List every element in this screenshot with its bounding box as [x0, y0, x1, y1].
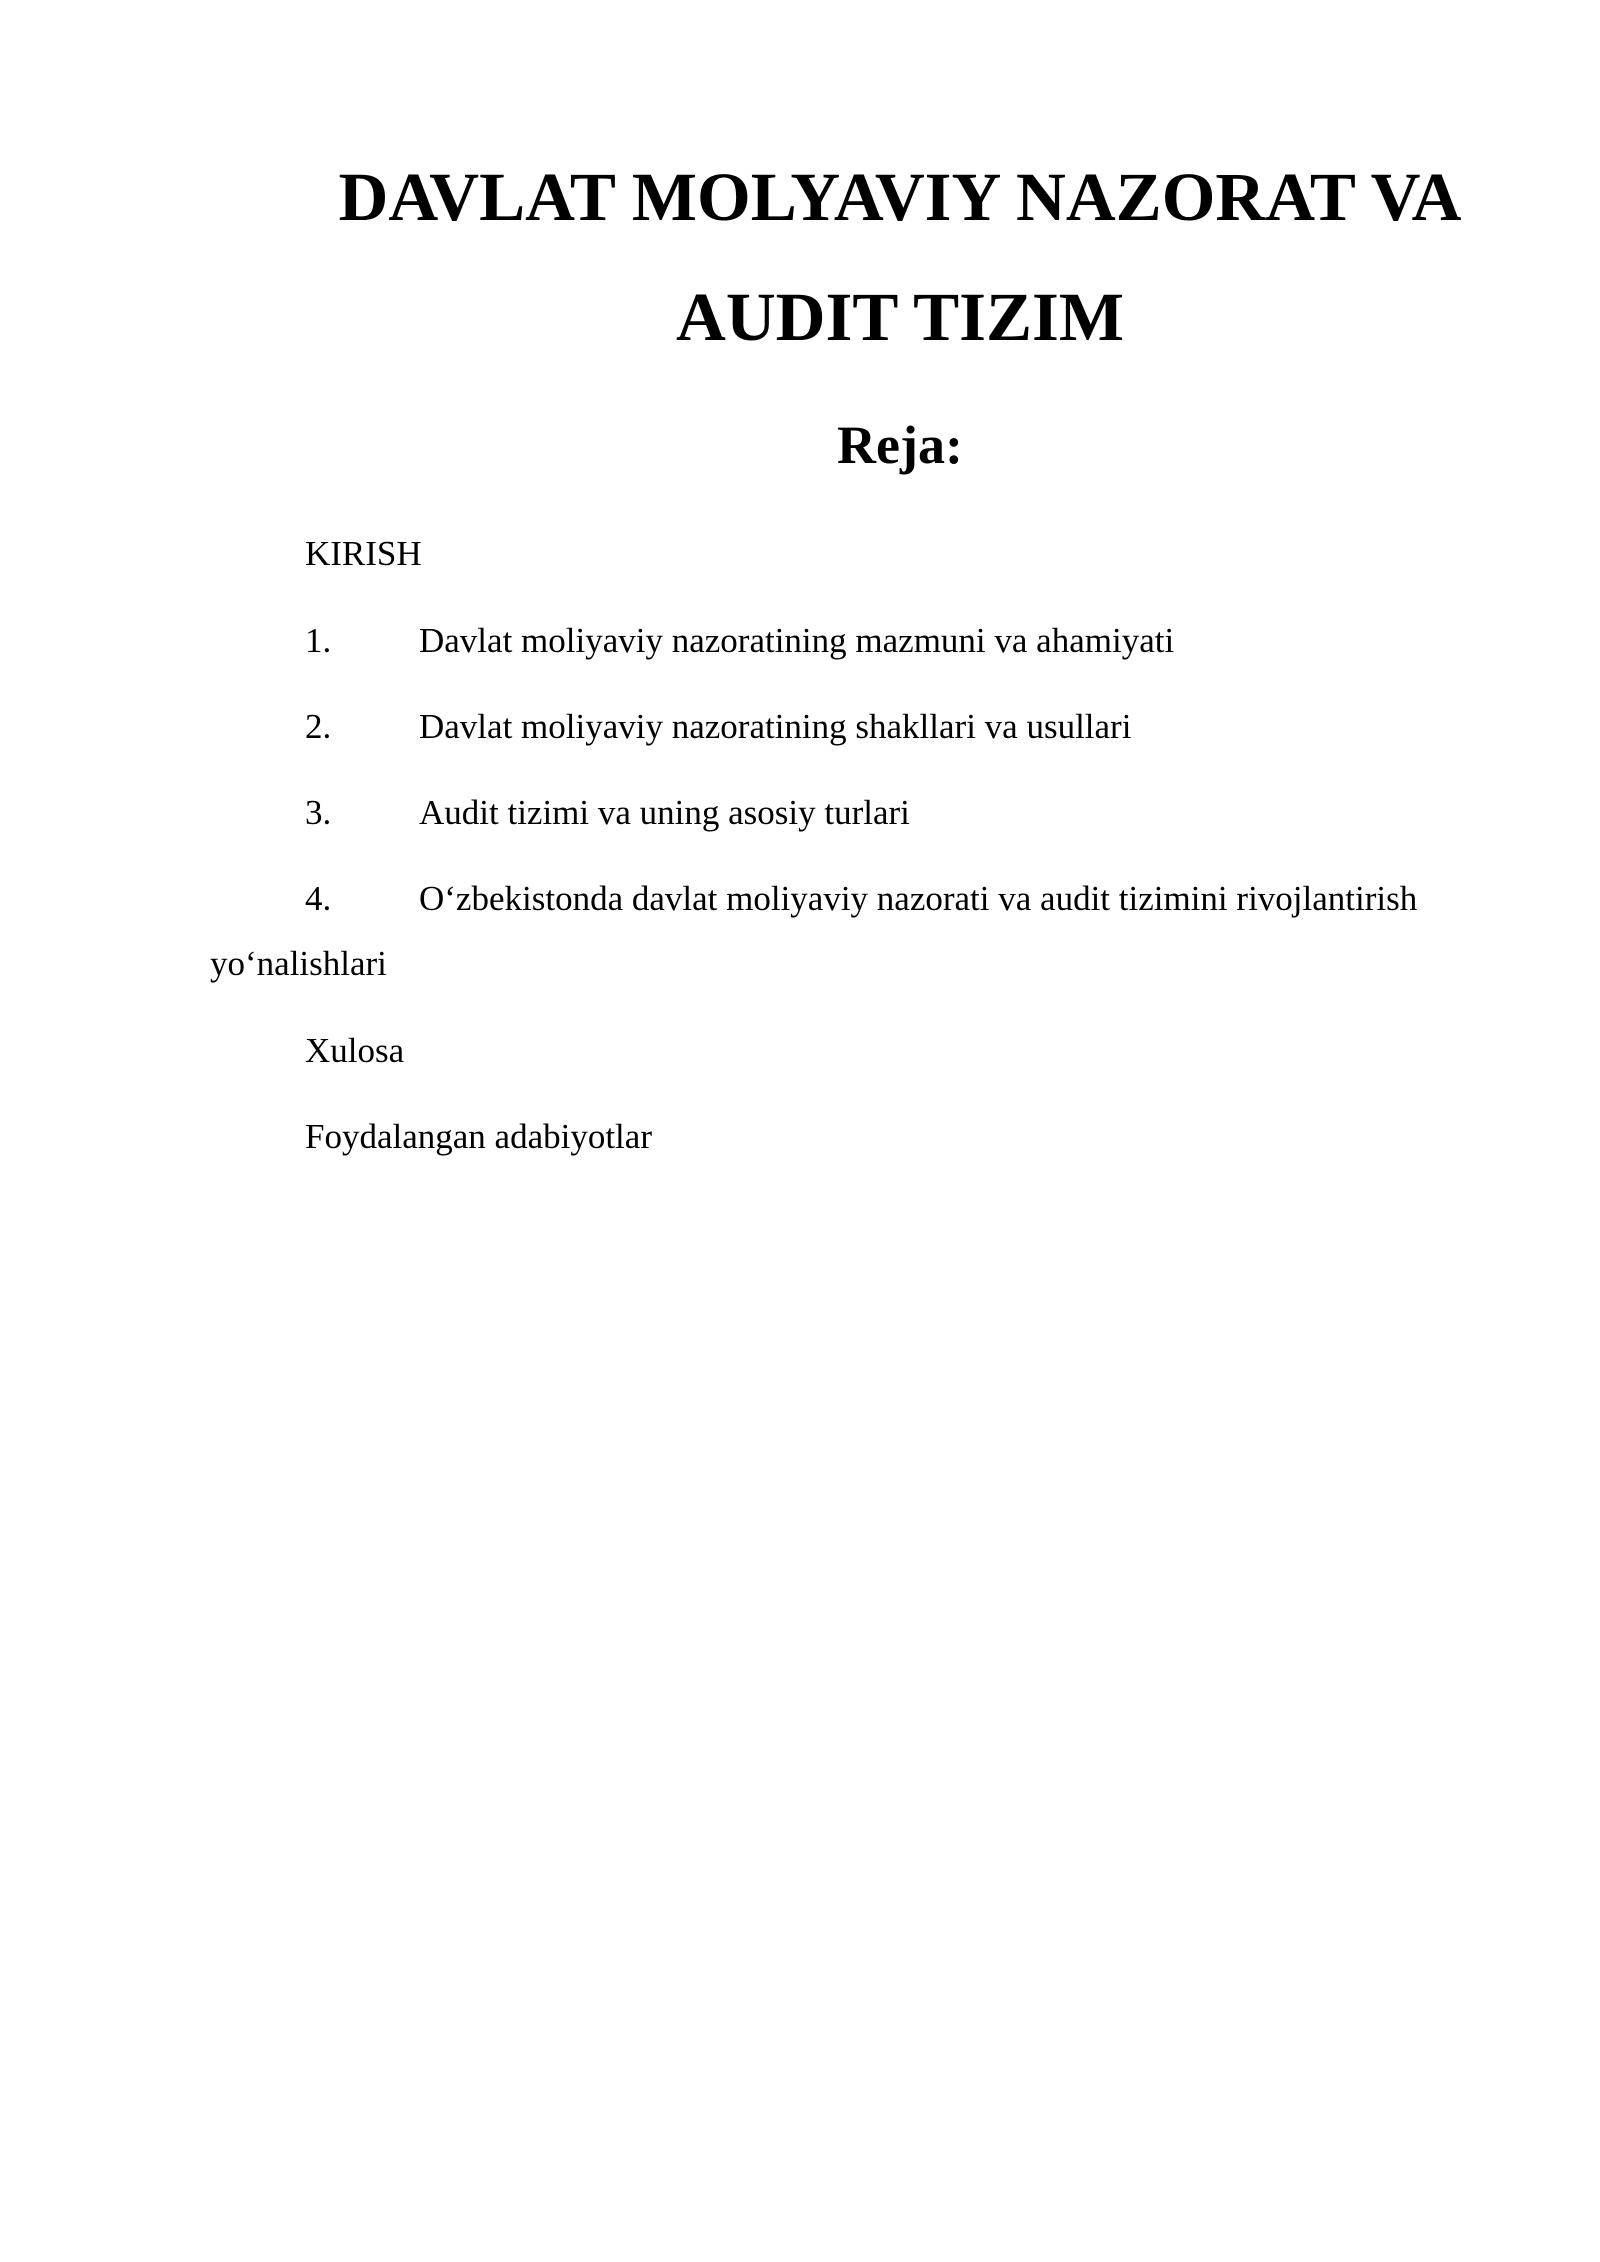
plan-item-text-4-continuation: yo‘nalishlari: [210, 944, 387, 983]
plan-item-text-3: Audit tizimi va uning asosiy turlari: [419, 793, 910, 832]
plan-references: Foydalangan adabiyotlar: [305, 1117, 652, 1156]
plan-item-text-4: O‘zbekistonda davlat moliyaviy nazorati va audit tizimini rivojlantirish: [419, 879, 1418, 918]
plan-item-number-4: 4.: [305, 879, 332, 918]
plan-item-number-1: 1.: [305, 621, 332, 660]
plan-intro: KIRISH: [305, 534, 422, 573]
plan-heading: Reja:: [837, 415, 963, 475]
document-title-line-2: AUDIT TIZIM: [676, 279, 1124, 355]
plan-item-text-1: Davlat moliyaviy nazoratining mazmuni va ahamiyati: [419, 621, 1175, 660]
plan-item-number-3: 3.: [305, 793, 332, 832]
document-title-line-1: DAVLAT MOLYAVIY NAZORAT VA: [338, 159, 1462, 235]
plan-conclusion: Xulosa: [305, 1031, 405, 1070]
plan-item-text-2: Davlat moliyaviy nazoratining shakllari va usullari: [419, 707, 1132, 746]
plan-item-number-2: 2.: [305, 707, 332, 746]
